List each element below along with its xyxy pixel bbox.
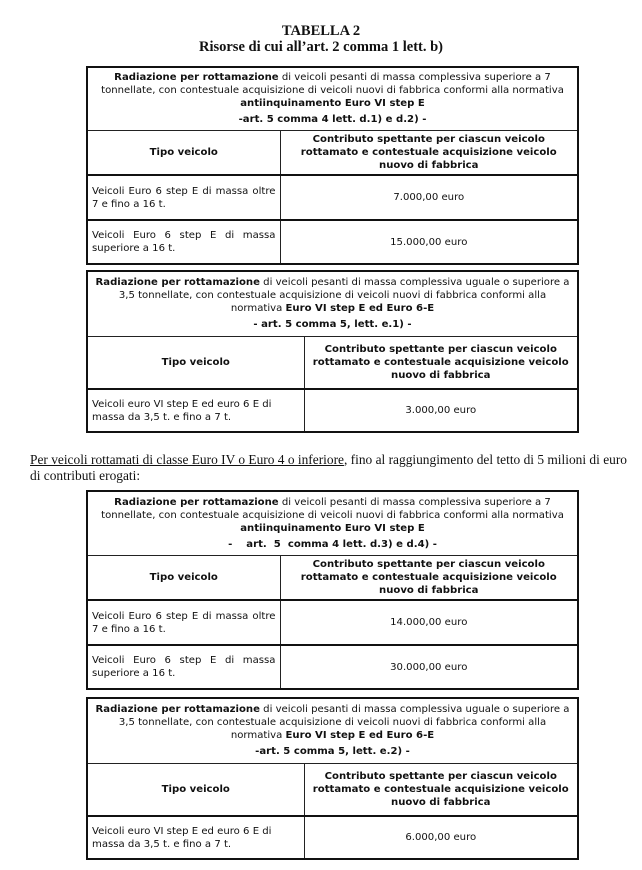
- intro-bold-heading: Radiazione per rottamazione: [114, 496, 279, 508]
- intro-bold-norm: antiinquinamento Euro VI step E: [240, 522, 425, 534]
- table-row: [87, 175, 578, 220]
- document-title: TABELLA 2: [281, 23, 361, 39]
- eligibility-text: , fino al raggiungimento del tetto di 5 milioni di euro di contributi erogati:: [30, 452, 627, 483]
- article-reference: -art. 5 comma 5, lett. e.2) -: [255, 746, 410, 758]
- column-header-contribution: Contributo spettante per ciascun veicolo rottamato e contestuale acquisizione veicolo nuovo di fabbrica: [304, 336, 578, 389]
- eligibility-paragraph: [30, 452, 630, 484]
- intro-text: di veicoli pesanti di massa complessiva superiore a 7 tonnellate, con contestuale acquisizione di veicoli nuovi di fabbrica conformi alla normativa: [101, 72, 564, 97]
- table-intro: [87, 698, 578, 763]
- intro-bold-norm: Euro VI step E ed Euro 6-E: [285, 730, 435, 742]
- column-header-vehicle-type: Tipo veicolo: [87, 763, 304, 816]
- document-subtitle: Risorse di cui all’art. 2 comma 1 lett. b): [198, 39, 444, 55]
- table-intro: [87, 67, 578, 130]
- intro-bold-norm: antiinquinamento Euro VI step E: [240, 98, 425, 110]
- column-header-vehicle-type: Tipo veicolo: [87, 130, 280, 175]
- intro-text: di veicoli pesanti di massa complessiva uguale o superiore a 3,5 tonnellate, con contestuale acquisizione di veicoli nuovi di fabbrica conformi alla normativa: [118, 277, 570, 315]
- intro-text: di veicoli pesanti di massa complessiva uguale o superiore a 3,5 tonnellate, con contestuale acquisizione di veicoli nuovi di fabbrica conformi alla normativa: [118, 704, 570, 742]
- contribution-amount-cell: 3.000,00 euro: [304, 389, 578, 432]
- column-header-contribution: Contributo spettante per ciascun veicolo rottamato e contestuale acquisizione veicolo nuovo di fabbrica: [280, 555, 578, 600]
- table-intro: [87, 491, 578, 555]
- table-intro: [87, 271, 578, 336]
- vehicle-type-cell: Veicoli Euro 6 step E di massa oltre 7 e fino a 16 t.: [87, 175, 280, 220]
- intro-bold-norm: Euro VI step E ed Euro 6-E: [285, 303, 435, 315]
- column-header-vehicle-type: Tipo veicolo: [87, 336, 304, 389]
- intro-text: di veicoli pesanti di massa complessiva superiore a 7 tonnellate, con contestuale acquisizione di veicoli nuovi di fabbrica conformi alla normativa: [101, 496, 564, 521]
- intro-bold-heading: Radiazione per rottamazione: [95, 704, 260, 716]
- contribution-table-3: [86, 490, 579, 690]
- vehicle-type-cell: Veicoli euro VI step E ed euro 6 E di massa da 3,5 t. e fino a 7 t.: [87, 389, 304, 432]
- vehicle-type-cell: Veicoli Euro 6 step E di massa superiore a 16 t.: [87, 645, 280, 689]
- column-header-contribution: Contributo spettante per ciascun veicolo rottamato e contestuale acquisizione veicolo nuovo di fabbrica: [280, 130, 578, 175]
- column-header-vehicle-type: Tipo veicolo: [87, 555, 280, 600]
- vehicle-type-cell: Veicoli euro VI step E ed euro 6 E di massa da 3,5 t. e fino a 7 t.: [87, 816, 304, 859]
- contribution-amount-cell: 30.000,00 euro: [280, 645, 578, 689]
- table-row: [87, 220, 578, 264]
- column-header-contribution: Contributo spettante per ciascun veicolo rottamato e contestuale acquisizione veicolo nuovo di fabbrica: [304, 763, 578, 816]
- intro-bold-heading: Radiazione per rottamazione: [114, 72, 279, 84]
- intro-bold-heading: Radiazione per rottamazione: [95, 277, 260, 289]
- vehicle-type-cell: Veicoli Euro 6 step E di massa superiore a 16 t.: [87, 220, 280, 264]
- table-row: [87, 389, 578, 432]
- eligibility-condition-underlined: Per veicoli rottamati di classe Euro IV o Euro 4 o inferiore: [30, 452, 344, 467]
- table-row: [87, 600, 578, 645]
- table-row: [87, 645, 578, 689]
- contribution-table-2: [86, 270, 579, 433]
- contribution-table-1: [86, 66, 579, 265]
- article-reference: - art. 5 comma 4 lett. d.3) e d.4) -: [228, 538, 437, 550]
- contribution-amount-cell: 6.000,00 euro: [304, 816, 578, 859]
- article-reference: - art. 5 comma 5, lett. e.1) -: [253, 319, 412, 331]
- table-row: [87, 816, 578, 859]
- contribution-amount-cell: 14.000,00 euro: [280, 600, 578, 645]
- contribution-amount-cell: 7.000,00 euro: [280, 175, 578, 220]
- article-reference: -art. 5 comma 4 lett. d.1) e d.2) -: [238, 114, 427, 126]
- contribution-table-4: [86, 697, 579, 860]
- vehicle-type-cell: Veicoli Euro 6 step E di massa oltre 7 e fino a 16 t.: [87, 600, 280, 645]
- contribution-amount-cell: 15.000,00 euro: [280, 220, 578, 264]
